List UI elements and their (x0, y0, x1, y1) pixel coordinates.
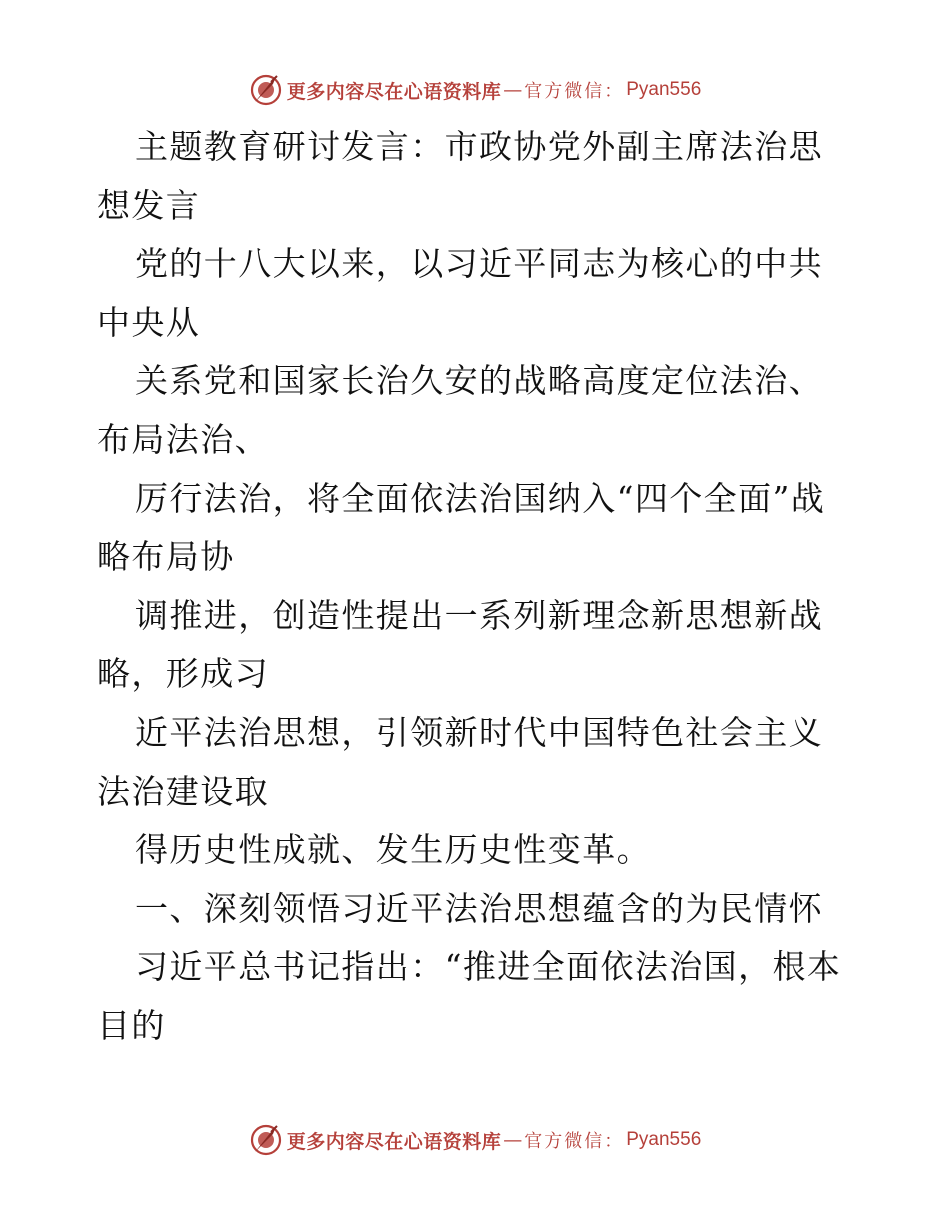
quill-logo-icon (249, 73, 283, 107)
banner-text: 更多内容尽在心语资料库 (286, 80, 502, 103)
banner-wechat-label: 官方微信： (524, 81, 625, 102)
paragraph-line: 关系党和国家长治久安的战略高度定位法治、布局法治、 (97, 361, 823, 459)
banner-wechat-id: Pyan556 (626, 79, 702, 100)
paragraph-line: 近平法治思想，引领新时代中国特色社会主义法治建设取 (97, 712, 823, 811)
paragraph-line: 厉行法治，将全面依法治国纳入“四个全面”战略布局协 (97, 478, 826, 577)
quill-logo-icon (249, 1123, 283, 1157)
banner-wechat-label: 官方微信： (524, 1131, 625, 1152)
paragraph-line: 得历史性成就、发生历史性变革。 (135, 830, 651, 870)
paragraph-line: 调推进，创造性提出一系列新理念新思想新战略，形成习 (97, 595, 823, 694)
header-banner (0, 70, 950, 110)
document-title: 主题教育研讨发言：市政协党外副主席法治思想发言 (97, 127, 823, 225)
document-body (97, 118, 857, 1056)
paragraph-line: 习近平总书记指出：“推进全面依法治国，根本目的 (97, 947, 842, 1045)
banner-wechat-id: Pyan556 (626, 1129, 702, 1150)
banner-separator: — (503, 1129, 523, 1151)
banner-separator: — (503, 79, 523, 101)
paragraph-line: 党的十八大以来，以习近平同志为核心的中共中央从 (97, 244, 823, 342)
section-heading: 一、深刻领悟习近平法治思想蕴含的为民情怀 (135, 888, 823, 928)
banner-text: 更多内容尽在心语资料库 (286, 1130, 502, 1153)
footer-banner (0, 1120, 950, 1160)
